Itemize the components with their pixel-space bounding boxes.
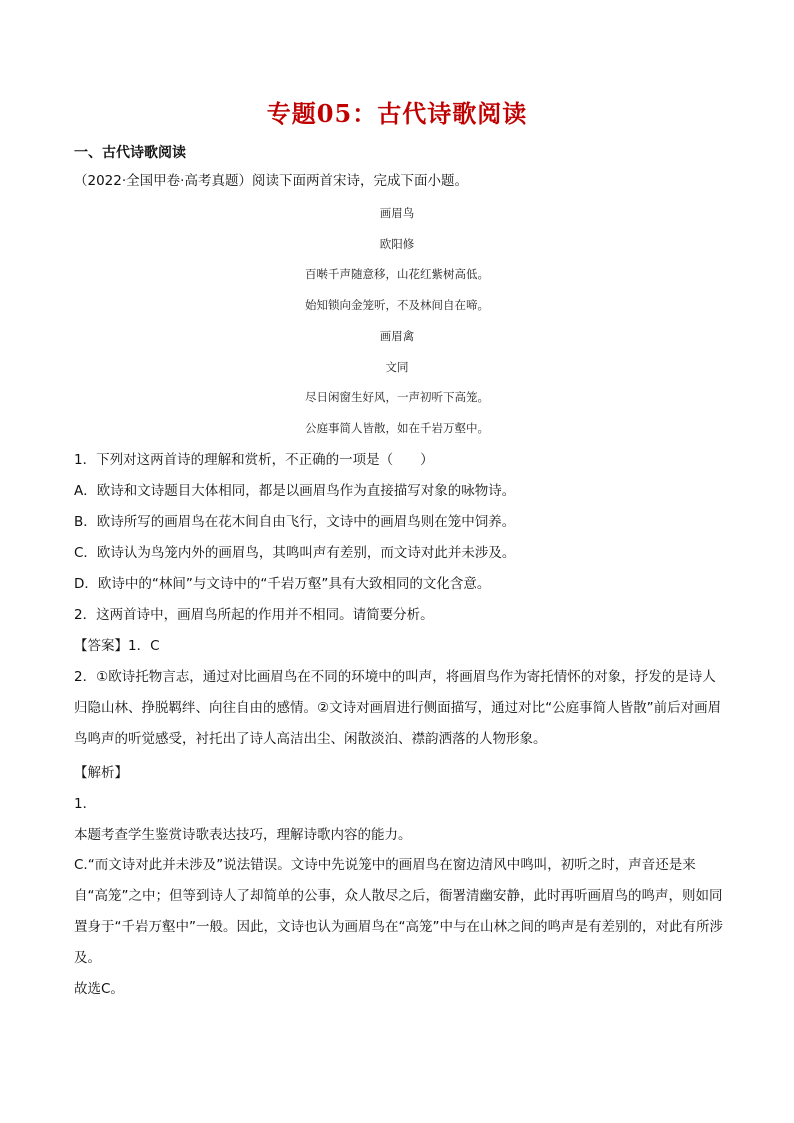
question1-option-c: C．欧诗认为鸟笼内外的画眉鸟，其鸣叫声有差别，而文诗对此并未涉及。 [74, 545, 516, 561]
poem1-line-2: 始知锁向金笼听，不及林间自在啼。 [305, 298, 489, 312]
answer-label: 【答案】1．C [74, 638, 160, 654]
poem2-author: 文同 [385, 360, 409, 374]
question1-option-d: D．欧诗中的“林间”与文诗中的“千岩万壑”具有大致相同的文化含意。 [74, 576, 491, 592]
poem2-title: 画眉禽 [379, 329, 415, 343]
analysis-conclusion: 故选C。 [74, 981, 124, 997]
question2-stem: 2．这两首诗中，画眉鸟所起的作用并不相同。请简要分析。 [74, 607, 434, 623]
analysis-number: 1． [74, 796, 97, 812]
poem1-line-1: 百啭千声随意移，山花红紫树高低。 [305, 267, 489, 281]
question1-option-a: A．欧诗和文诗题目大体相同，都是以画眉鸟作为直接描写对象的咏物诗。 [74, 483, 516, 499]
section-heading: 一、古代诗歌阅读 [74, 145, 186, 161]
page-title: 专题05：古代诗歌阅读 [266, 99, 528, 128]
answer-text: 2．①欧诗托物言志，通过对比画眉鸟在不同的环境中的叫声，将画眉鸟作为寄托情怀的对象，抒发的是诗人归隐山林、挣脱羁绊、向往自由的感情。②文诗对画眉进行侧面描写，通过对比“公庭事简人皆散”前后对画眉鸟鸣声的听觉感受，衬托出了诗人高洁出尘、闲散淡泊、襟韵洒落的人物形象。 [74, 669, 722, 747]
analysis-body: C.“而文诗对此并未涉及”说法错误。文诗中先说笼中的画眉鸟在窗边清风中鸣叫，初听之时，声音还是来自“高笼”之中；但等到诗人了却简单的公事，众人散尽之后，衙署清幽安静，此时再听画眉鸟的鸣声，则如同置身于“千岩万壑中”一般。因此，文诗也认为画眉鸟在“高笼”中与在山林之间的鸣声是有差别的，对此有所涉及。 [74, 857, 723, 966]
poem2-line-1: 尽日闲窗生好风，一声初听下高笼。 [305, 390, 489, 404]
question1-option-b: B．欧诗所写的画眉鸟在花木间自由飞行，文诗中的画眉鸟则在笼中饲养。 [74, 514, 516, 530]
question1-stem: 1．下列对这两首诗的理解和赏析，不正确的一项是（ ） [74, 452, 434, 468]
poem1-author: 欧阳修 [379, 237, 415, 251]
poem2-line-2: 公庭事简人皆散，如在千岩万壑中。 [305, 421, 489, 435]
poem1-title: 画眉鸟 [379, 206, 415, 220]
analysis-label: 【解析】 [74, 765, 128, 781]
question-intro: （2022·全国甲卷·高考真题）阅读下面两首宋诗，完成下面小题。 [74, 173, 468, 189]
analysis-intro: 本题考查学生鉴赏诗歌表达技巧，理解诗歌内容的能力。 [74, 827, 412, 843]
